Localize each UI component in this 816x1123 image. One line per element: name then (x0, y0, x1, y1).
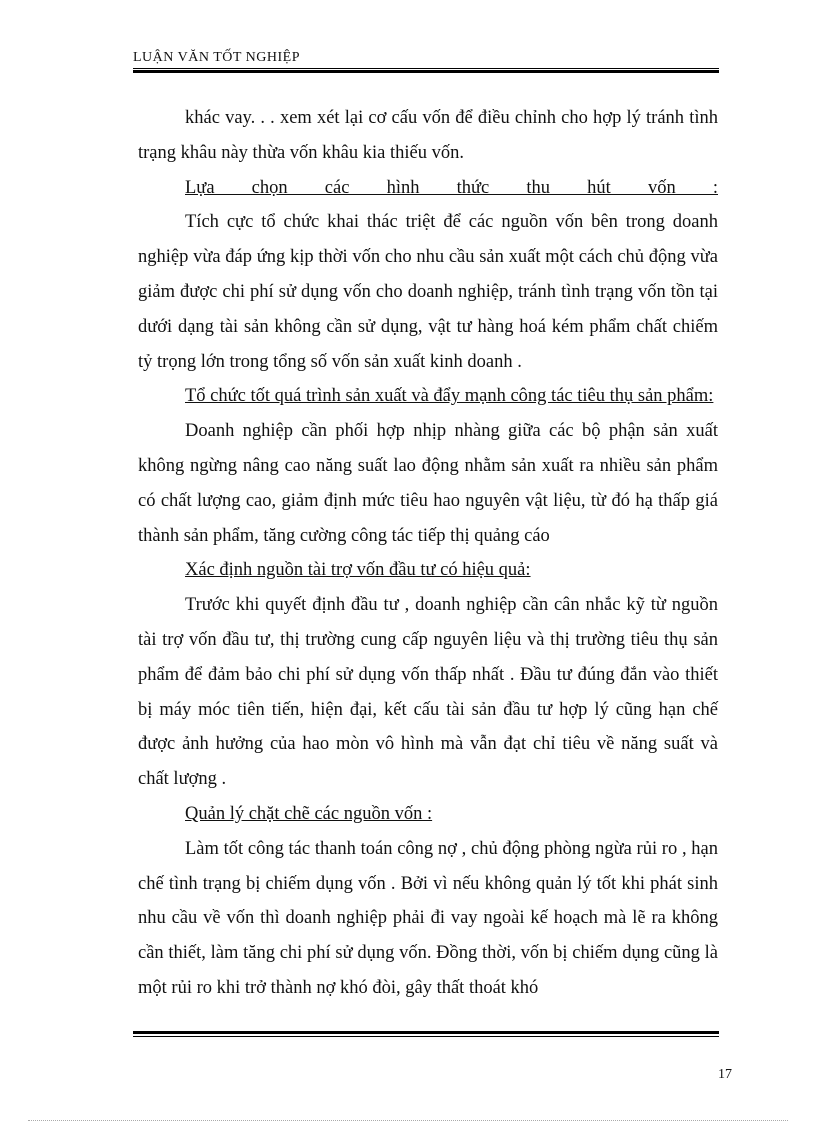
footer-rule-thin (133, 1036, 719, 1037)
header-rule-thin (133, 68, 719, 69)
page-bottom-dotted-line (28, 1120, 788, 1121)
paragraph-capital-mobilization: Tích cực tổ chức khai thác triệt để các nguồn vốn bên trong doanh nghiệp vừa đáp ứng kịp thời vốn cho nhu cầu sản xuất một cách chủ động vừa giảm được chi phí sử dụng vốn cho doanh nghiệp, tránh tình trạng vốn tồn tại dưới dạng tài sản không cần sử dụng, vật tư hàng hoá kém phẩm chất chiếm tỷ trọng lớn trong tổng số vốn sản xuất kinh doanh . (138, 212, 718, 372)
header-rule-thick (133, 70, 719, 73)
section-heading-production: Tổ chức tốt quá trình sản xuất và đẩy mạnh công tác tiêu thụ sản phẩm: (185, 386, 714, 407)
paragraph-production: Doanh nghiệp cần phối hợp nhịp nhàng giữa các bộ phận sản xuất không ngừng nâng cao năng suất lao động nhằm sản xuất ra nhiều sản phẩm có chất lượng cao, giảm định mức tiêu hao nguyên vật liệu, từ đó hạ thấp giá thành sản phẩm, tăng cường công tác tiếp thị quảng cáo (138, 421, 718, 546)
paragraph-capital-management: Làm tốt công tác thanh toán công nợ , chủ động phòng ngừa rủi ro , hạn chế tình trạng bị chiếm dụng vốn . Bởi vì nếu không quản lý tốt khi phát sinh nhu cầu về vốn thì doanh nghiệp phải đi vay ngoài kế hoạch mà lẽ ra không cần thiết, làm tăng chi phí sử dụng vốn. Đồng thời, vốn bị chiếm dụng cũng là một rủi ro khi trở thành nợ khó đòi, gây thất thoát khó (138, 838, 718, 998)
paragraph-investment-source: Trước khi quyết định đầu tư , doanh nghiệp cần cân nhắc kỹ từ nguồn tài trợ vốn đầu tư, thị trường cung cấp nguyên liệu và thị trường tiêu thụ sản phẩm để đảm bảo chi phí sử dụng vốn thấp nhất . Đầu tư đúng đắn vào thiết bị máy móc tiên tiến, hiện đại, kết cấu tài sản đầu tư hợp lý cũng hạn chế được ảnh hưởng của hao mòn vô hình mà vẫn đạt chỉ tiêu về năng suất và chất lượng . (138, 595, 718, 790)
document-header-title: LUẬN VĂN TỐT NGHIỆP (133, 50, 300, 65)
section-heading-capital-management: Quản lý chặt chẽ các nguồn vốn : (185, 803, 433, 824)
paragraph-continuation: khác vay. . . xem xét lại cơ cấu vốn để điều chỉnh cho hợp lý tránh tình trạng khâu này thừa vốn khâu kia thiếu vốn. (138, 108, 718, 163)
page-body (138, 101, 718, 1006)
section-heading-capital-mobilization: Lựa chọn các hình thức thu hút vốn : (185, 177, 718, 198)
page-number: 17 (718, 1067, 732, 1082)
footer-rule-thick (133, 1031, 719, 1034)
section-heading-investment-source: Xác định nguồn tài trợ vốn đầu tư có hiệu quả: (185, 560, 531, 581)
